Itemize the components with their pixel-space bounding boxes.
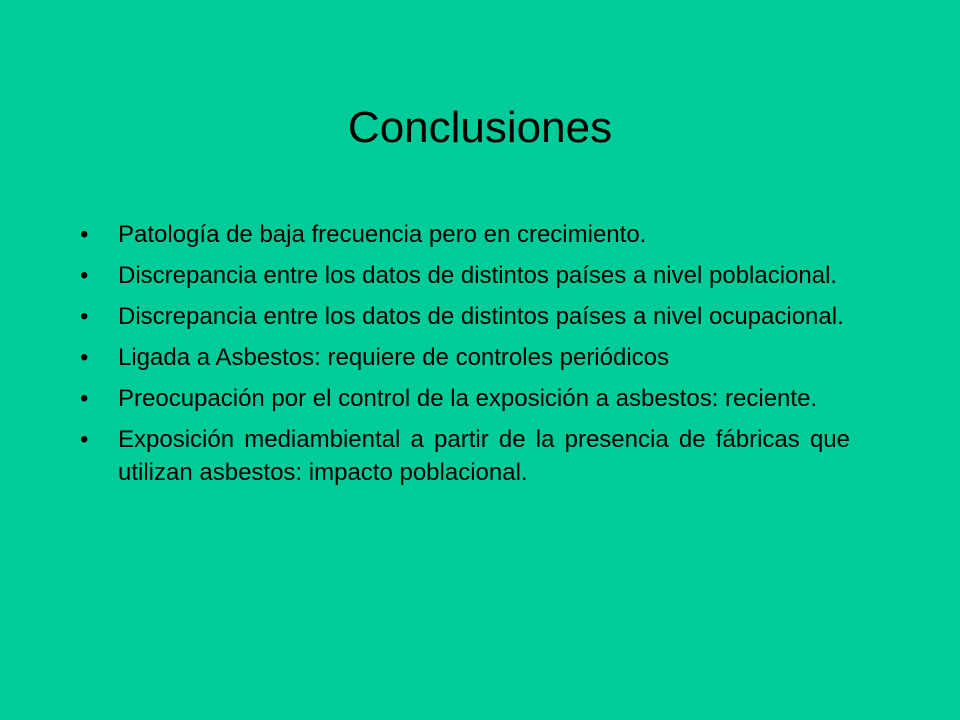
bullet-icon: • [80, 385, 89, 412]
slide-title: Conclusiones [347, 103, 613, 152]
bullet-item [80, 259, 850, 292]
bullet-item [80, 218, 850, 251]
bullet-text: Patología de baja frecuencia pero en crecimiento. [118, 221, 647, 248]
bullet-icon: • [80, 221, 89, 248]
bullet-text: Discrepancia entre los datos de distintos países a nivel ocupacional. [118, 303, 844, 330]
bullet-icon: • [80, 344, 89, 371]
bullet-item [80, 300, 850, 333]
bullet-icon: • [80, 262, 89, 289]
bullet-icon: • [80, 426, 89, 453]
bullet-text: Preocupación por el control de la exposición a asbestos: reciente. [118, 385, 818, 412]
bullet-item [80, 382, 850, 415]
bullet-icon: • [80, 303, 89, 330]
bullet-item [80, 341, 850, 374]
bullet-text: Ligada a Asbestos: requiere de controles periódicos [118, 344, 670, 371]
bullet-text: Discrepancia entre los datos de distintos países a nivel poblacional. [118, 262, 838, 289]
bullet-text: Exposición mediambiental a partir de la presencia de fábricas que utilizan asbestos: impacto poblacional. [118, 426, 850, 486]
bullet-list [80, 218, 850, 497]
bullet-item [80, 423, 850, 489]
